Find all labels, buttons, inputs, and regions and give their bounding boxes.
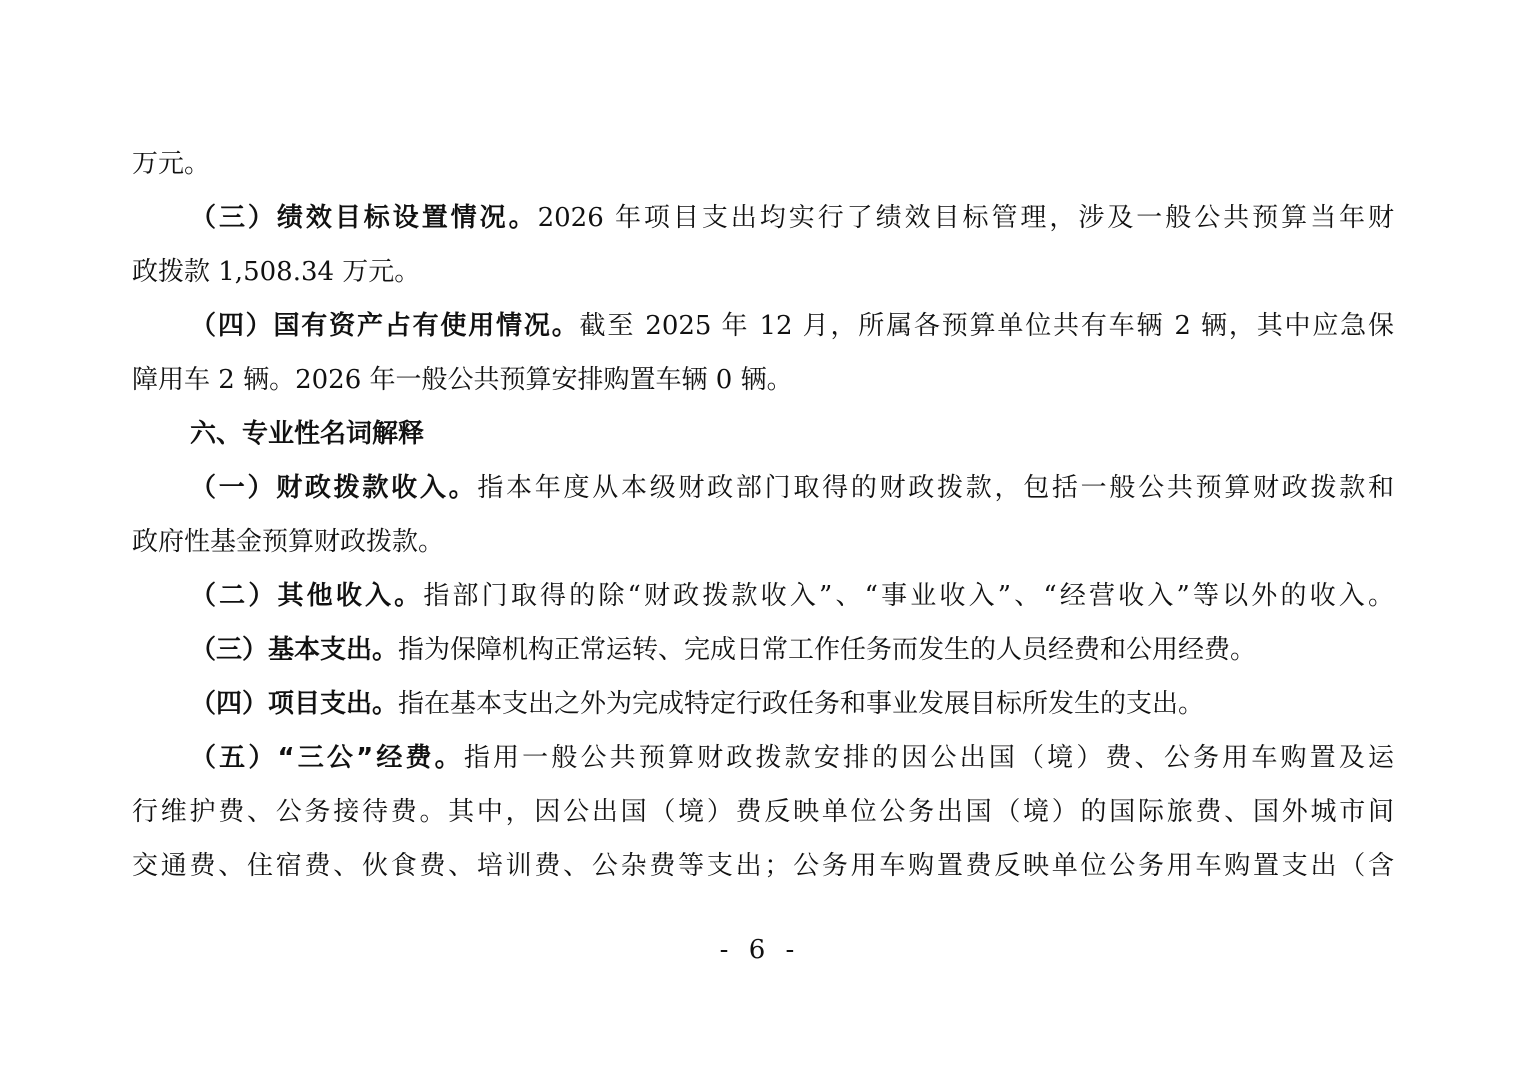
paragraph-line	[132, 254, 420, 290]
line-text: 行维护费、公务接待费。其中，因公出国（境）费反映单位公务出国（境）的国际旅费、国外城市间	[132, 797, 1394, 827]
line-text: 指用一般公共预算财政拨款安排的因公出国（境）费、公务用车购置及运	[463, 743, 1394, 773]
line-text: 万元。	[132, 149, 211, 179]
line-text: 政拨款 1,508.34 万元。	[132, 257, 421, 287]
section-lead: （五）“三公”经费。	[190, 743, 464, 773]
paragraph-line	[190, 578, 1394, 614]
paragraph-line	[190, 308, 1394, 344]
line-text: 政府性基金预算财政拨款。	[132, 527, 445, 557]
line-text: 指本年度从本级财政部门取得的财政拨款，包括一般公共预算财政拨款和	[477, 473, 1394, 503]
paragraph-line	[132, 794, 1394, 830]
paragraph-line	[190, 200, 1394, 236]
paragraph-line	[190, 686, 1204, 722]
section-lead: （二）其他收入。	[190, 581, 424, 611]
section-lead: （四）项目支出。	[190, 689, 399, 719]
line-text: 障用车 2 辆。2026 年一般公共预算安排购置车辆 0 辆。	[132, 365, 793, 395]
line-text: 指在基本支出之外为完成特定行政任务和事业发展目标所发生的支出。	[398, 689, 1205, 719]
paragraph-line	[132, 524, 444, 560]
paragraph-line	[132, 146, 210, 182]
heading-text: 六、专业性名词解释	[190, 419, 425, 449]
line-text: 截至 2025 年 12 月，所属各预算单位共有车辆 2 辆，其中应急保	[579, 311, 1394, 341]
paragraph-line	[132, 362, 793, 398]
section-heading	[190, 416, 424, 452]
section-lead: （三）绩效目标设置情况。	[190, 203, 538, 233]
line-text: 指部门取得的除“财政拨款收入”、“事业收入”、“经营收入”等以外的收入。	[423, 581, 1394, 611]
section-lead: （三）基本支出。	[190, 635, 399, 665]
paragraph-line	[132, 848, 1394, 884]
paragraph-line	[190, 470, 1394, 506]
section-lead: （一）财政拨款收入。	[190, 473, 478, 503]
line-text: 指为保障机构正常运转、完成日常工作任务而发生的人员经费和公用经费。	[398, 635, 1257, 665]
paragraph-line	[190, 632, 1256, 668]
paragraph-line	[190, 740, 1394, 776]
page-number: - 6 -	[719, 935, 801, 965]
section-lead: （四）国有资产占有使用情况。	[190, 311, 580, 341]
line-text: 交通费、住宿费、伙食费、培训费、公杂费等支出；公务用车购置费反映单位公务用车购置支出（含	[132, 851, 1394, 881]
line-text: 2026 年项目支出均实行了绩效目标管理，涉及一般公共预算当年财	[537, 203, 1394, 233]
